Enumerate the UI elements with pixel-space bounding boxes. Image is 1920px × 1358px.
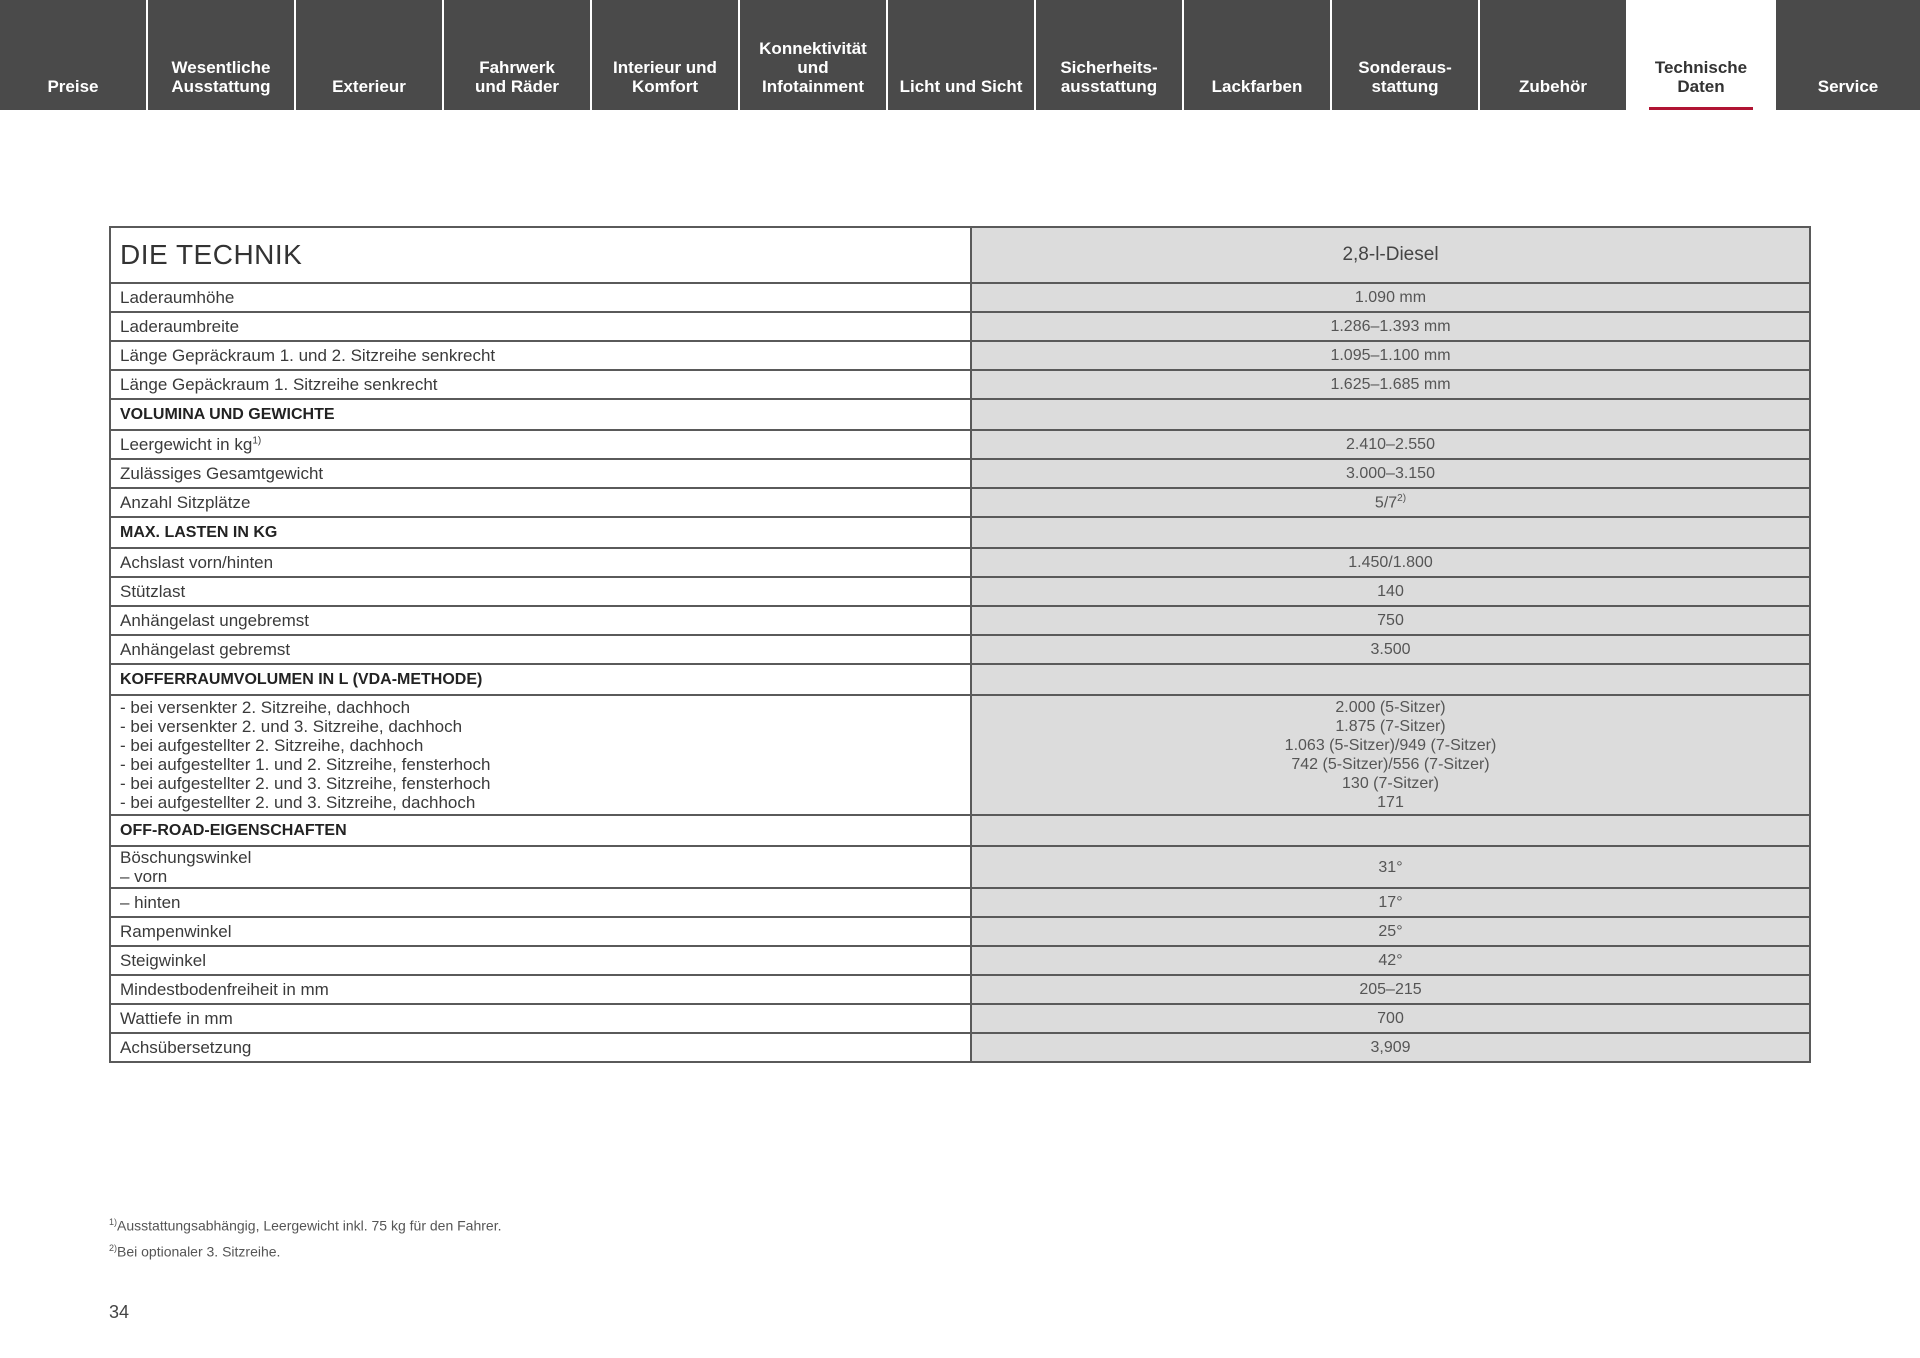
row-value-line: 1.875 (7-Sitzer) <box>1335 718 1446 735</box>
table-header <box>110 227 1810 283</box>
footnote-ref: 1) <box>252 434 262 446</box>
section-nav <box>0 0 1920 110</box>
tab-sicherheitsausstattung[interactable]: Sicherheits- ausstattung <box>1036 0 1182 110</box>
row-value: 1.286–1.393 mm <box>971 312 1810 341</box>
tab-fahrwerk[interactable]: Fahrwerk und Räder <box>444 0 590 110</box>
table-row <box>110 488 1810 517</box>
row-label: Achsübersetzung <box>110 1033 971 1062</box>
footnote-mark: 1) <box>109 1217 118 1227</box>
row-value-line: 742 (5-Sitzer)/556 (7-Sitzer) <box>1291 756 1490 773</box>
footnote-1 <box>109 1211 501 1237</box>
section-header-row <box>110 399 1810 430</box>
row-label: Rampenwinkel <box>110 917 971 946</box>
row-value <box>971 399 1810 430</box>
table-row <box>110 606 1810 635</box>
engine-column-header: 2,8-l-Diesel <box>971 227 1810 283</box>
row-label: Stützlast <box>110 577 971 606</box>
row-label-line: - bei aufgestellter 2. und 3. Sitzreihe, dachhoch <box>120 793 476 812</box>
row-value: 1.450/1.800 <box>971 548 1810 577</box>
section-header-row <box>110 815 1810 846</box>
table-row <box>110 430 1810 459</box>
technik-table <box>109 226 1811 1063</box>
tab-lackfarben[interactable]: Lackfarben <box>1184 0 1330 110</box>
row-label-line: Böschungswinkel <box>120 848 252 867</box>
table-row <box>110 946 1810 975</box>
row-label: Zulässiges Gesamtgewicht <box>110 459 971 488</box>
section-title: KOFFERRAUMVOLUMEN IN L (VDA-METHODE) <box>110 664 971 695</box>
table-row <box>110 1033 1810 1062</box>
row-value: 205–215 <box>971 975 1810 1004</box>
tab-zubehoer[interactable]: Zubehör <box>1480 0 1626 110</box>
section-header-row <box>110 664 1810 695</box>
row-value <box>971 488 1810 517</box>
tab-preise[interactable]: Preise <box>0 0 146 110</box>
row-value: 42° <box>971 946 1810 975</box>
row-label <box>110 846 971 888</box>
row-value: 1.095–1.100 mm <box>971 341 1810 370</box>
tab-sonderausstattung[interactable]: Sonderaus- stattung <box>1332 0 1478 110</box>
row-label: Steigwinkel <box>110 946 971 975</box>
tab-service[interactable]: Service <box>1776 0 1920 110</box>
row-label: Laderaumbreite <box>110 312 971 341</box>
row-label-line: - bei aufgestellter 1. und 2. Sitzreihe, fensterhoch <box>120 755 491 774</box>
tab-licht-und-sicht[interactable]: Licht und Sicht <box>888 0 1034 110</box>
row-value: 3.000–3.150 <box>971 459 1810 488</box>
row-label: Anzahl Sitzplätze <box>110 488 971 517</box>
row-value <box>971 664 1810 695</box>
table-row <box>110 975 1810 1004</box>
section-title: OFF-ROAD-EIGENSCHAFTEN <box>110 815 971 846</box>
row-label: – hinten <box>110 888 971 917</box>
row-label: Achslast vorn/hinten <box>110 548 971 577</box>
table-row <box>110 635 1810 664</box>
row-label-line: - bei aufgestellter 2. und 3. Sitzreihe, fensterhoch <box>120 774 491 793</box>
tab-exterieur[interactable]: Exterieur <box>296 0 442 110</box>
footnote-2 <box>109 1237 501 1263</box>
footnote-text: Bei optionaler 3. Sitzreihe. <box>117 1243 281 1260</box>
row-value <box>971 517 1810 548</box>
section-title: VOLUMINA UND GEWICHTE <box>110 399 971 430</box>
row-value <box>971 815 1810 846</box>
row-value: 3.500 <box>971 635 1810 664</box>
table-row <box>110 695 1810 815</box>
row-label: Anhängelast gebremst <box>110 635 971 664</box>
table-row <box>110 459 1810 488</box>
row-label: Mindestbodenfreiheit in mm <box>110 975 971 1004</box>
tab-interieur[interactable]: Interieur und Komfort <box>592 0 738 110</box>
footnote-ref: 2) <box>1397 492 1407 504</box>
row-label-line: - bei aufgestellter 2. Sitzreihe, dachhoch <box>120 736 424 755</box>
row-label <box>110 430 971 459</box>
row-label-text: Leergewicht in kg <box>120 434 253 454</box>
row-value <box>971 695 1810 815</box>
row-label: Länge Gepräckraum 1. und 2. Sitzreihe senkrecht <box>110 341 971 370</box>
row-value-line: 171 <box>1377 794 1404 811</box>
row-value: 31° <box>971 846 1810 888</box>
row-value-line: 2.000 (5-Sitzer) <box>1335 699 1446 716</box>
row-value: 140 <box>971 577 1810 606</box>
section-title: MAX. LASTEN IN KG <box>110 517 971 548</box>
row-label: Wattiefe in mm <box>110 1004 971 1033</box>
row-value-text: 5/7 <box>1374 494 1398 512</box>
table-row <box>110 888 1810 917</box>
row-value: 25° <box>971 917 1810 946</box>
table-row <box>110 548 1810 577</box>
table-row <box>110 577 1810 606</box>
row-label-line: - bei versenkter 2. und 3. Sitzreihe, dachhoch <box>120 717 463 736</box>
row-value: 700 <box>971 1004 1810 1033</box>
row-value: 3,909 <box>971 1033 1810 1062</box>
page-number: 34 <box>109 1302 130 1322</box>
row-label-line: - bei versenkter 2. Sitzreihe, dachhoch <box>120 698 411 717</box>
section-header-row <box>110 517 1810 548</box>
row-label <box>110 695 971 815</box>
table-row <box>110 312 1810 341</box>
row-value-line: 130 (7-Sitzer) <box>1342 775 1439 792</box>
table-row <box>110 1004 1810 1033</box>
tab-konnektivitaet[interactable]: Konnektivität und Infotainment <box>740 0 886 110</box>
row-value: 1.090 mm <box>971 283 1810 312</box>
row-label: Laderaumhöhe <box>110 283 971 312</box>
table-row <box>110 370 1810 399</box>
table-row <box>110 283 1810 312</box>
row-value: 2.410–2.550 <box>971 430 1810 459</box>
row-value: 17° <box>971 888 1810 917</box>
tab-wesentliche-ausstattung[interactable]: Wesentliche Ausstattung <box>148 0 294 110</box>
footnote-text: Ausstattungsabhängig, Leergewicht inkl. 75 kg für den Fahrer. <box>117 1217 502 1234</box>
row-label: Anhängelast ungebremst <box>110 606 971 635</box>
table-title: DIE TECHNIK <box>110 227 971 283</box>
table-row <box>110 917 1810 946</box>
footnotes <box>109 1211 501 1262</box>
table-row <box>110 846 1810 888</box>
tab-technische-daten[interactable]: Technische Daten <box>1628 0 1774 110</box>
row-value: 750 <box>971 606 1810 635</box>
row-label-line: – vorn <box>120 867 168 886</box>
footnote-mark: 2) <box>109 1242 118 1253</box>
row-label: Länge Gepäckraum 1. Sitzreihe senkrecht <box>110 370 971 399</box>
row-value-line: 1.063 (5-Sitzer)/949 (7-Sitzer) <box>1284 737 1497 754</box>
row-value: 1.625–1.685 mm <box>971 370 1810 399</box>
table-row <box>110 341 1810 370</box>
